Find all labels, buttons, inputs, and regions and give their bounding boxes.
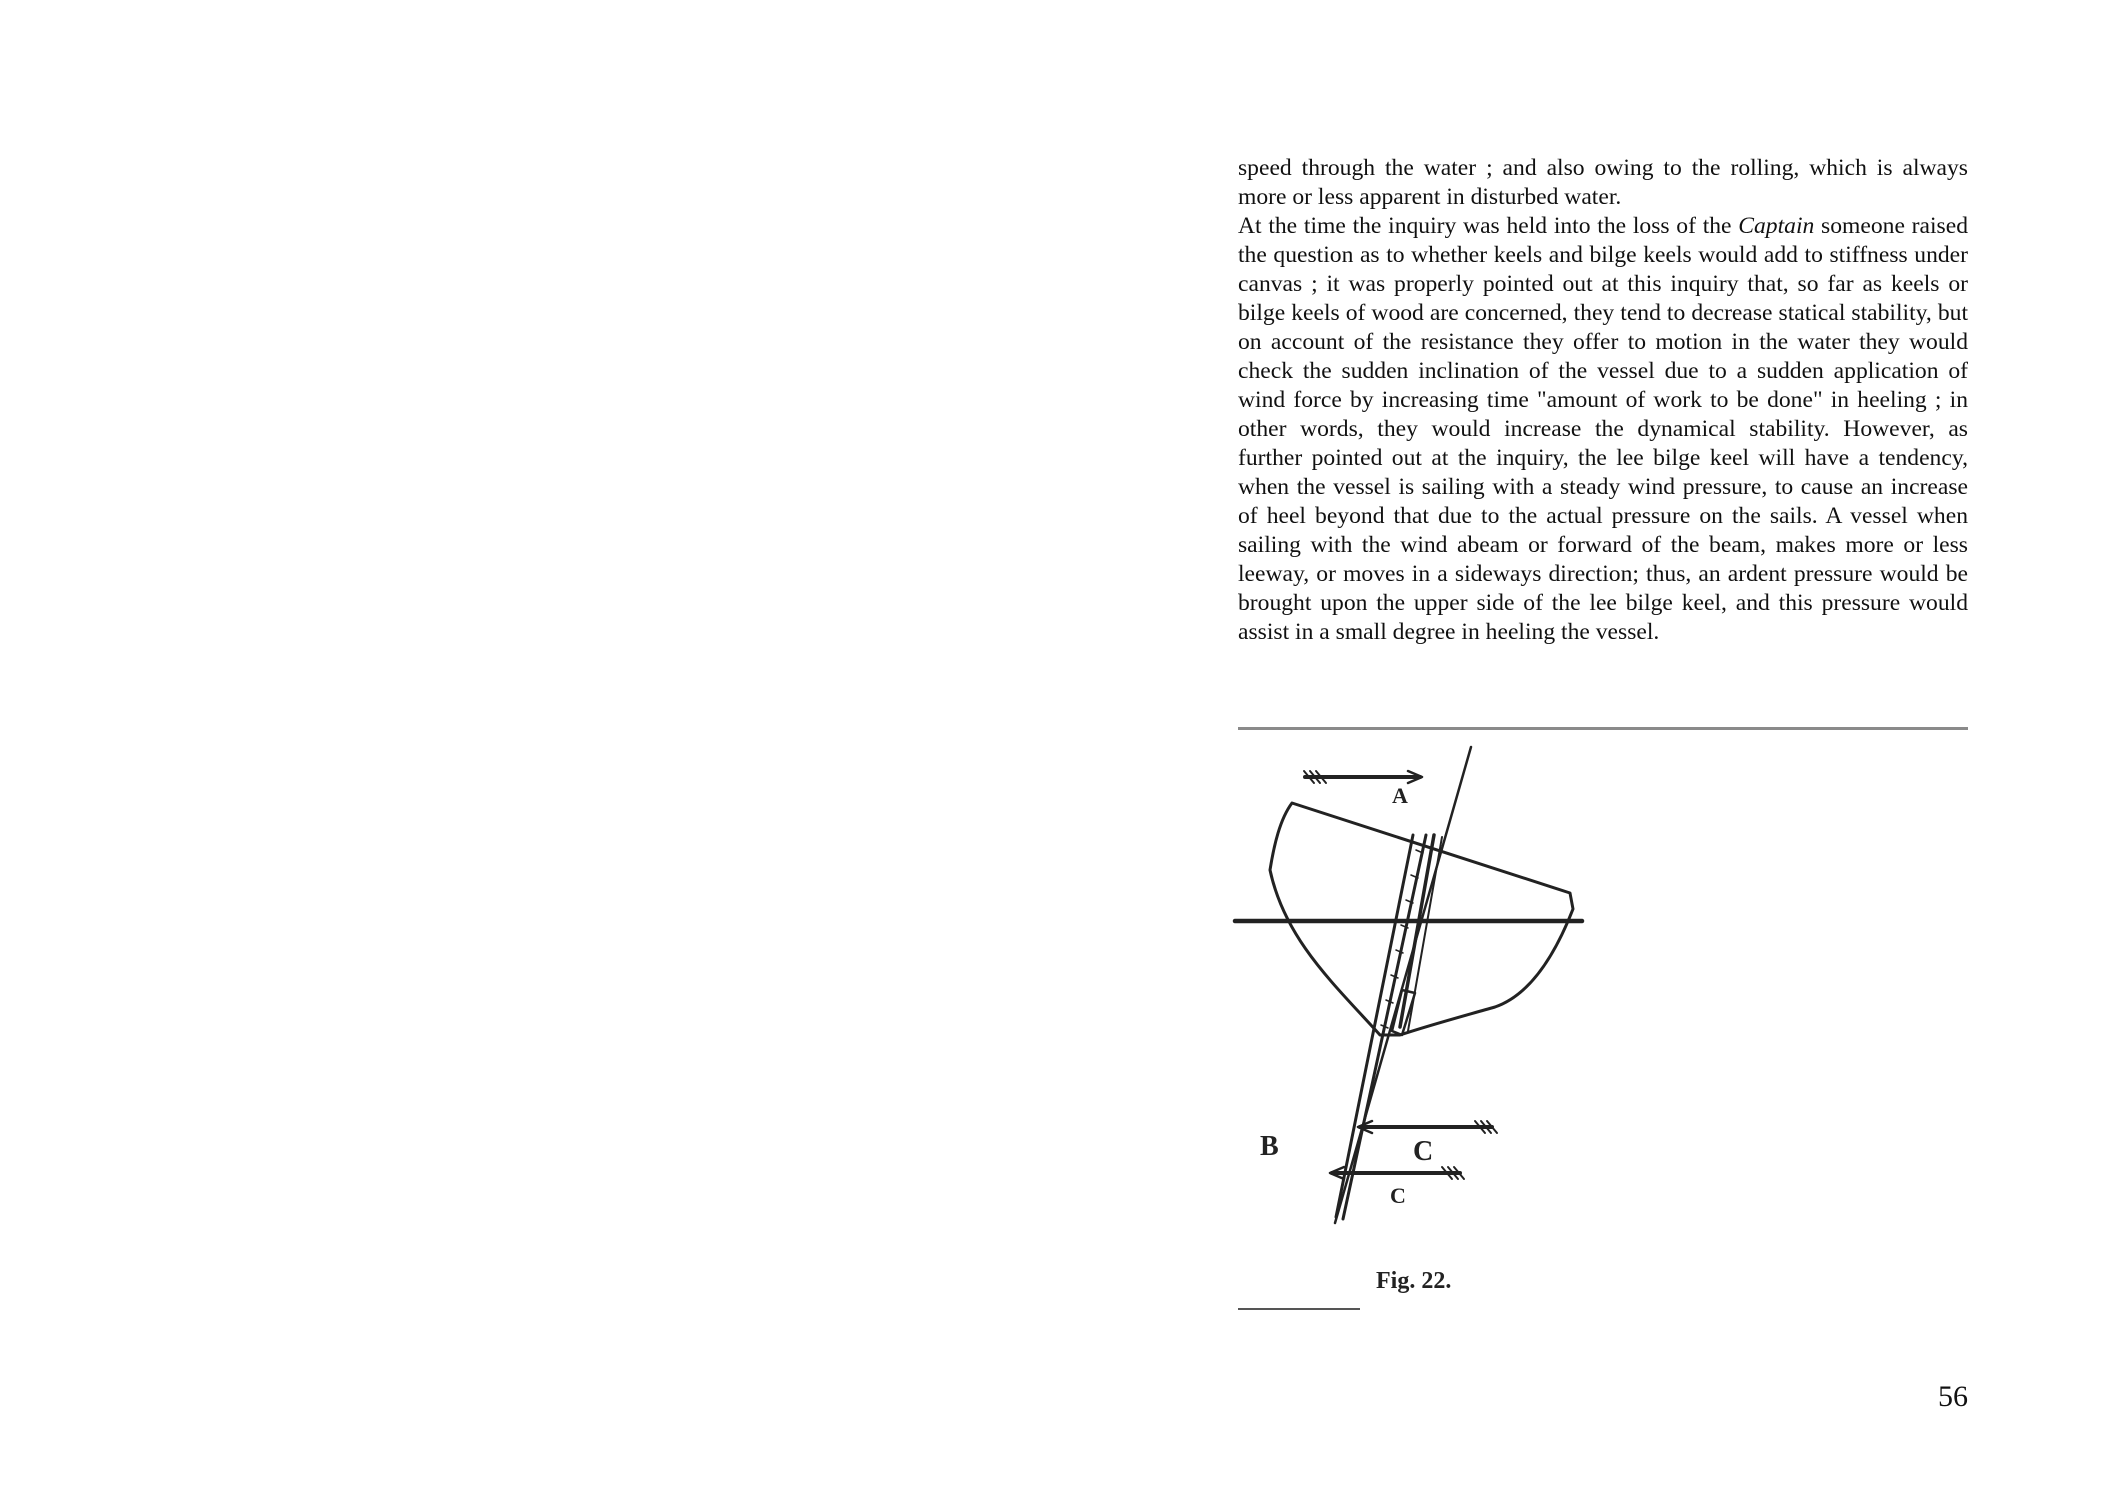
paragraph-1: speed through the water ; and also owing to the rolling, which is always more or less apparent in disturbed water. [1238,155,1968,210]
label-a: A [1392,783,1408,808]
ship-name-captain: Captain [1738,213,1815,239]
page-number: 56 [1938,1380,1968,1413]
hull-section-diagram [1230,735,1600,1305]
mast-line [1335,747,1471,1223]
paragraph-2 [1238,212,1968,647]
label-b: B [1260,1131,1279,1162]
figure-22 [1230,735,1600,1305]
label-c-upper: C [1413,1136,1434,1167]
figure-caption: Fig. 22. [1376,1268,1452,1294]
figure-top-rule [1238,727,1968,730]
footnote-rule [1238,1308,1360,1310]
label-c-lower: C [1390,1183,1406,1208]
body-text [1238,154,1968,647]
paragraph-2-rest: someone raised the question as to whether keels and bilge keels would add to stiffness under canvas ; it was properly pointed out at this inquiry that, so far as keels or bilge keels of wood are concerned, they tend to decrease statical stability, but on account of the resistance they offer to motion in the water they would check the sudden inclination of the vessel due to a sudden application of wind force by increasing time "amount of work to be done" in heeling ; in other words, they would increase the dynamical stability. However, as further pointed out at the inquiry, the lee bilge keel will have a tendency, when the vessel is sailing with a steady wind pressure, to cause an increase of heel beyond that due to the actual pressure on the sails. A vessel when sailing with the wind abeam or forward of the beam, makes more or less leeway, or moves in a sideways direction; thus, an ardent pressure would be brought upon the upper side of the lee bilge keel, and this pressure would assist in a small degree in heeling the vessel. [1238,213,1968,645]
paragraph-2-start: At the time the inquiry was held into the loss of the [1238,213,1739,239]
